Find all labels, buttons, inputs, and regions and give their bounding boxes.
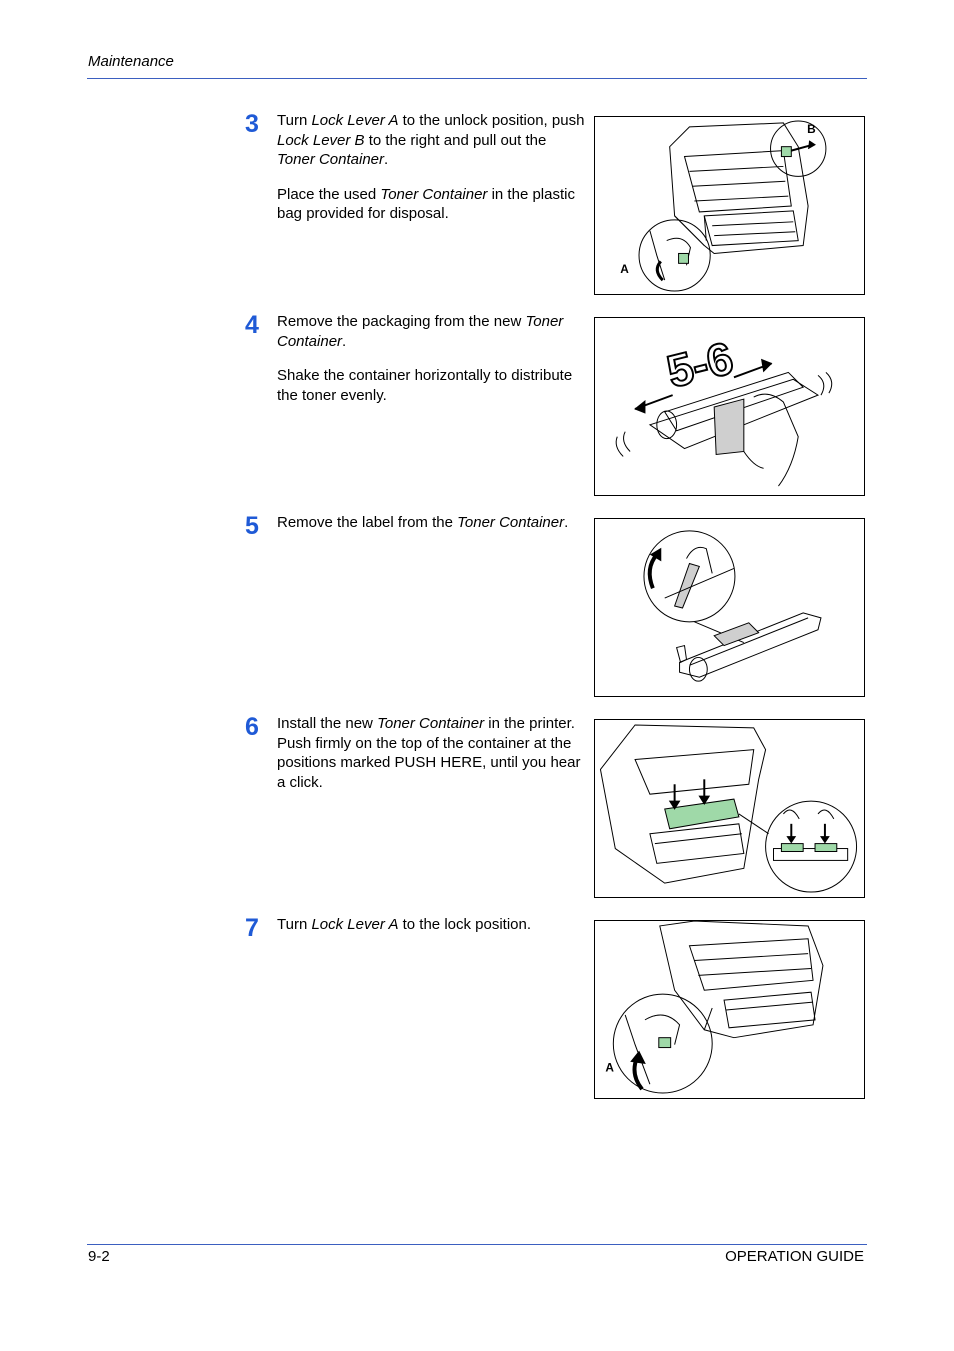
emphasis-term: Toner Container: [380, 185, 488, 203]
step-4-text: [277, 312, 587, 420]
emphasis-term: Toner Container: [277, 313, 564, 350]
printer-lock-lever-illustration: [595, 117, 864, 294]
step-5-figure: [594, 518, 865, 697]
emphasis-term: Toner Container: [277, 151, 385, 168]
lever-b-label: B: [807, 121, 816, 136]
step-6-figure: [594, 719, 865, 898]
step-3-number: 3: [245, 110, 259, 138]
header-section-title: Maintenance: [88, 53, 174, 70]
step-5-para-1: [277, 513, 587, 533]
step-7-text: [277, 915, 587, 950]
text-run: Shake the container horizontally to distribute the toner evenly.: [277, 367, 573, 404]
shake-count-label: 5-6: [661, 332, 739, 398]
step-4-number: 4: [245, 311, 259, 339]
emphasis-term: Toner Container: [457, 514, 565, 531]
text-run: Remove the label from the: [277, 514, 458, 531]
text-run: in the printer. Push firmly on the top of the container at the positions marked PUSH HERE, until you hear a click.: [277, 715, 581, 791]
text-run: to the unlock position, push: [398, 112, 585, 129]
lock-lever-illustration: [595, 921, 864, 1098]
text-run: Remove the packaging from the new: [277, 313, 526, 330]
step-6-text: [277, 714, 587, 807]
install-toner-illustration: [595, 720, 864, 897]
text-run: to the lock position.: [398, 916, 532, 933]
step-3-para-2: [277, 185, 587, 224]
step-4-figure: [594, 317, 865, 496]
footer-guide-title: OPERATION GUIDE: [725, 1248, 864, 1265]
step-6-para-1: [277, 714, 587, 792]
step-6-number: 6: [245, 713, 259, 741]
header-rule: [87, 78, 867, 79]
text-run: Turn: [277, 916, 312, 933]
step-5-number: 5: [245, 512, 259, 540]
step-4-para-1: [277, 312, 587, 351]
shake-toner-illustration: [595, 318, 864, 495]
text-run: .: [564, 514, 569, 531]
emphasis-term: Lock Lever A: [311, 112, 399, 129]
step-3-text: [277, 111, 587, 239]
text-run: to the right and pull out the: [364, 131, 547, 149]
emphasis-term: Lock Lever B: [277, 131, 365, 149]
text-run: .: [384, 151, 389, 168]
remove-label-illustration: [595, 519, 864, 696]
step-7-number: 7: [245, 914, 259, 942]
text-run: Place the used: [277, 185, 381, 203]
text-run: in the plastic bag provided for disposal.: [277, 185, 575, 222]
step-7-para-1: [277, 915, 587, 935]
step-3-figure: [594, 116, 865, 295]
step-3-para-1: [277, 111, 587, 170]
lever-a-label: A: [605, 1060, 614, 1075]
emphasis-term: Lock Lever A: [311, 916, 399, 933]
footer-rule: [87, 1244, 867, 1245]
text-run: Turn: [277, 112, 312, 129]
step-5-text: [277, 513, 587, 548]
footer-page-number: 9-2: [88, 1248, 110, 1265]
step-4-para-2: [277, 366, 587, 405]
step-7-figure: [594, 920, 865, 1099]
lever-a-label: A: [620, 262, 629, 277]
emphasis-term: Toner Container: [377, 715, 485, 732]
text-run: Install the new: [277, 715, 378, 732]
text-run: .: [342, 332, 347, 350]
